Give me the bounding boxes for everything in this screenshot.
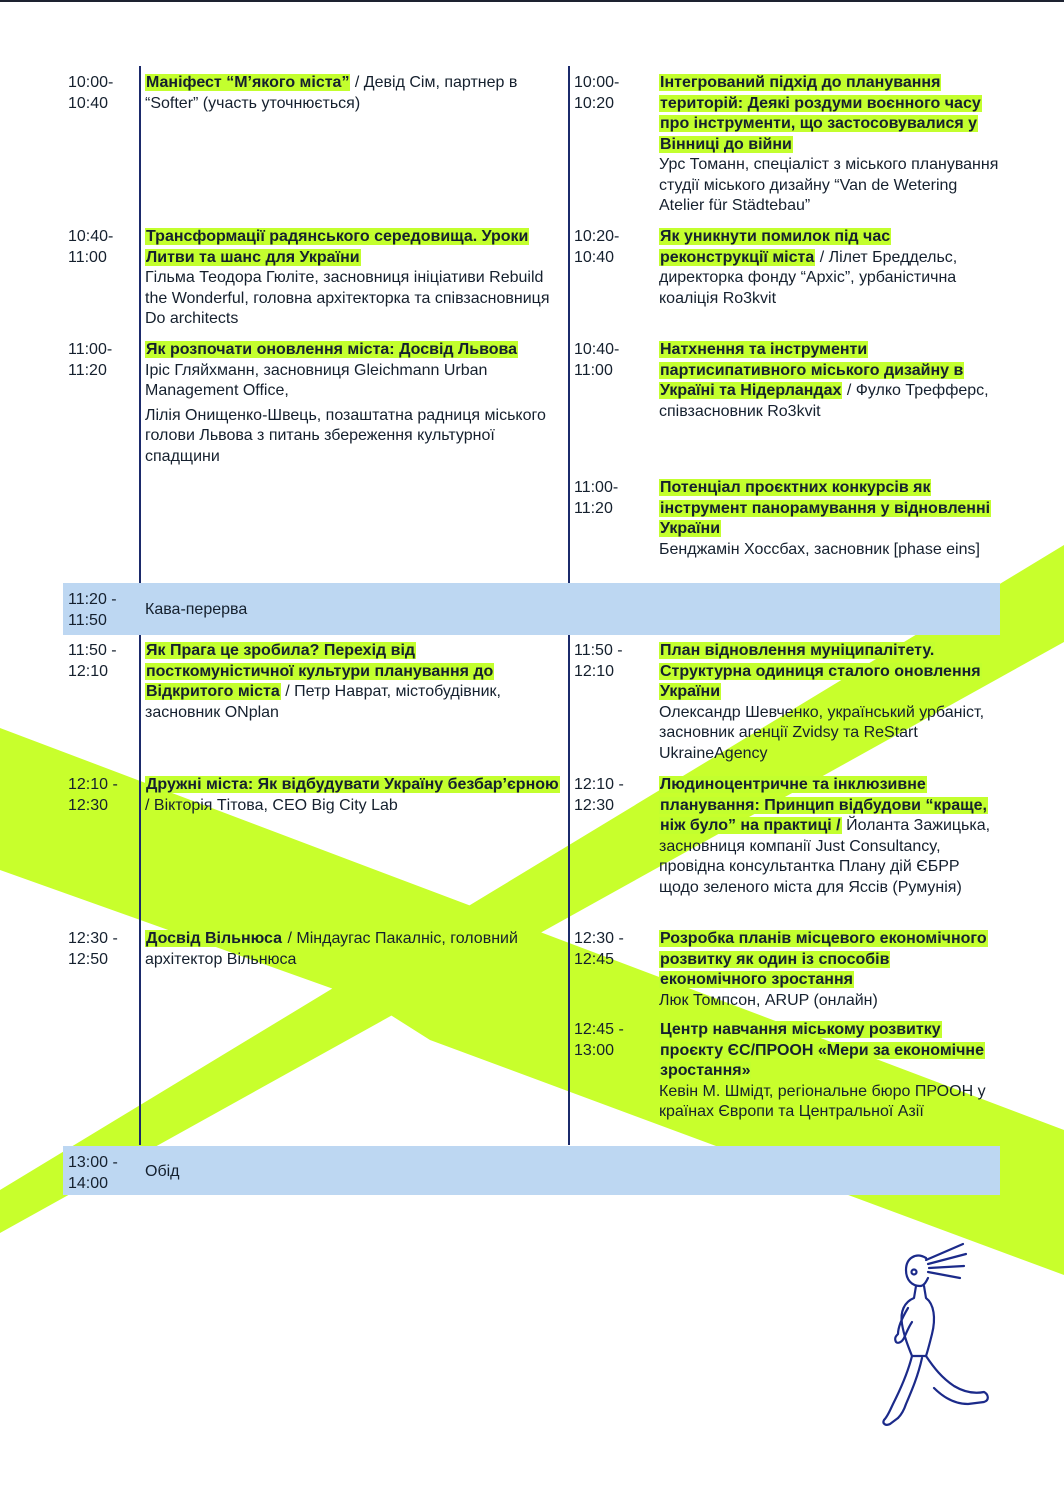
session-time: 12:30 - 12:45: [574, 930, 624, 968]
session-time: 11:50 - 12:10: [68, 642, 117, 680]
session-title: Трансформації радянського середовища. Уроки Литви та шанс для України: [146, 228, 529, 266]
session-speakers: Бенджамін Хоссбах, засновник [phase eins]: [659, 540, 980, 558]
session-right-7: [659, 929, 999, 1011]
session-time: 10:20- 10:40: [574, 228, 620, 266]
session-right-2: [659, 227, 999, 309]
session-title: Маніфест “М’якого міста”: [146, 74, 350, 91]
session-left-2: [145, 227, 560, 330]
top-rule: [0, 0, 1064, 2]
session-speakers: Олександр Шевченко, український урбаніст, засновник агенції Zvidsy та ReStart UkraineAgency: [659, 703, 985, 762]
session-right-8: [659, 1020, 999, 1123]
divider-left-lower: [139, 635, 141, 1145]
session-left-6: [145, 929, 560, 970]
break-label: Обід: [145, 1163, 180, 1180]
break-time: 13:00 - 14:00: [68, 1154, 118, 1192]
session-speakers: Йоланта Зажицька, засновниця компанії Just Consultancy, провідна консультантка Плану дій ЄБРР щодо зеленого міста для Яссів (Румунія): [659, 817, 991, 896]
break-label: Кава-перерва: [145, 601, 248, 618]
session-left-3: [145, 340, 560, 467]
session-title: Центр навчання міському розвитку проєкту ЄС/ПРООН «Мери за економічне зростання»: [660, 1021, 984, 1079]
session-right-5: [659, 641, 999, 764]
session-right-1: [659, 73, 999, 217]
session-right-4: [659, 478, 999, 560]
session-speakers: / Девід Сім, партнер в “Softer” (участь уточнюється): [145, 74, 518, 112]
break-time: 11:20 - 11:50: [68, 591, 117, 629]
coffee-break-band: [63, 583, 1000, 635]
session-left-5: [145, 775, 560, 816]
session-speakers: Люк Томпсон, ARUP (онлайн): [659, 991, 878, 1009]
session-speakers: / Вікторія Тітова, CEO Big City Lab: [145, 796, 398, 814]
session-left-1: [145, 73, 560, 114]
session-right-6: [659, 775, 999, 898]
session-time: 11:00- 11:20: [574, 479, 619, 517]
session-speakers: / Фулко Трефферс, співзасновник Ro3kvit: [659, 382, 989, 420]
session-title: Людиноцентричне та інклюзивне планування: Принцип відбудови “краще, ніж було” на практиці /: [660, 776, 987, 834]
divider-right-lower: [568, 635, 570, 1145]
session-speakers: Гільма Теодора Гюліте, засновниця ініціативи Rebuild the Wonderful, головна архітекторка та співзасновниця Do architects: [145, 269, 550, 327]
session-title: План відновлення муніципалітету. Структурна одиниця сталого оновлення України: [660, 642, 981, 700]
session-time: 10:00- 10:20: [574, 74, 620, 112]
session-title: Натхнення та інструменти партисипативного міського дизайну в Україні та Нідерландах: [660, 341, 964, 399]
session-title: Дружні міста: Як відбудувати Україну безбар’єрною: [146, 776, 559, 793]
session-title: Як уникнути помилок під час реконструкції міста: [660, 228, 891, 266]
session-time: 10:40- 11:00: [68, 228, 114, 266]
session-speakers: Кевін М. Шмідт, регіональне бюро ПРООН у країнах Європи та Центральної Азії: [659, 1082, 986, 1120]
session-title: Як розпочати оновлення міста: Досвід Львова: [146, 341, 517, 358]
divider-right-upper: [568, 66, 570, 583]
session-title: Як Прага це зробила? Перехід від посткомуністичної культури планування до Відкритого міста: [146, 642, 494, 700]
session-title: Досвід Вільнюса: [146, 930, 283, 947]
session-title: Інтегрований підхід до планування територій: Деякі роздуми воєнного часу про інструменти, що застосовувалися у Вінниці до війни: [660, 74, 981, 153]
lunch-band: [63, 1146, 1000, 1195]
session-title: Розробка планів місцевого економічного розвитку як один із способів економічного зростання: [660, 930, 987, 988]
session-left-4: [145, 641, 560, 723]
session-speaker: Лілія Онищенко-Швець, позаштатна радниця міського голови Львова з питань збереження культурної спадщини: [145, 406, 546, 465]
session-speakers: / Петр Наврат, містобудівник, засновник ONplan: [145, 683, 501, 721]
session-speakers: / Лілет Бреддельс, директорка фонду “Архіс”, урбаністична коаліція Ro3kvit: [659, 248, 958, 307]
session-time: 12:10 - 12:30: [574, 776, 624, 814]
divider-left-upper: [139, 66, 141, 583]
session-title: Потенціал проєктних конкурсів як інструмент панорамування у відновленні України: [660, 479, 991, 537]
session-right-3: [659, 340, 999, 422]
session-time: 12:30 - 12:50: [68, 930, 118, 968]
session-time: 11:00- 11:20: [68, 341, 113, 379]
running-person-icon: [868, 1238, 1018, 1438]
session-time: 10:00- 10:40: [68, 74, 114, 112]
session-speakers: Урс Томанн, спеціаліст з міського планування студії міського дизайну “Van de Wetering Atelier für Städtebau”: [659, 156, 999, 214]
session-time: 10:40- 11:00: [574, 341, 620, 379]
session-speaker: Іріс Гляйхманн, засновниця Gleichmann Urban Management Office,: [145, 361, 488, 399]
session-speakers: / Міндаугас Пакалніс, головний архітектор Вільнюса: [145, 930, 518, 968]
session-time: 12:45 - 13:00: [574, 1021, 624, 1059]
session-time: 11:50 - 12:10: [574, 642, 623, 680]
session-time: 12:10 - 12:30: [68, 776, 118, 814]
